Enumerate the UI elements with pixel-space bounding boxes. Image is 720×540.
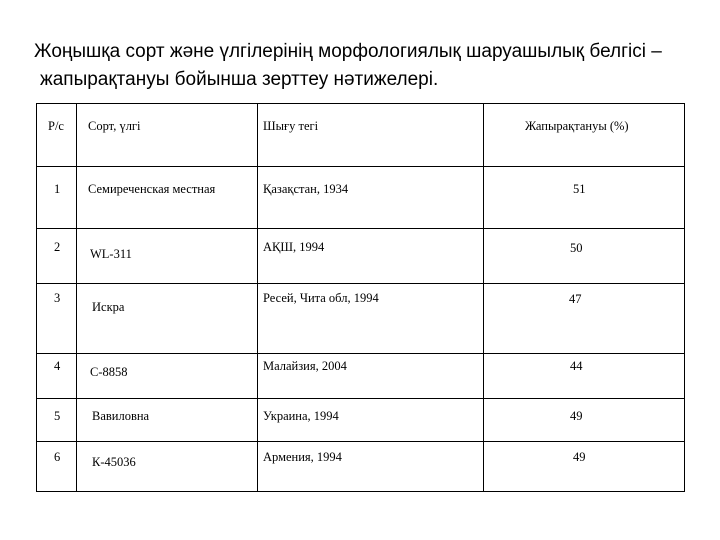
cell-text: С-8858 bbox=[90, 365, 128, 379]
cell-text: Малайзия, 2004 bbox=[263, 359, 347, 373]
cell-text: Сорт, үлгі bbox=[88, 119, 141, 133]
title-line-2: жапырақтануы бойынша зерттеу нәтижелері. bbox=[40, 69, 439, 90]
table-cell bbox=[37, 229, 77, 284]
cell-text: 50 bbox=[570, 241, 583, 255]
table-cell bbox=[37, 399, 77, 442]
cell-text: Жапырақтануы (%) bbox=[525, 119, 629, 133]
table-row bbox=[37, 442, 685, 492]
results-table bbox=[36, 103, 685, 492]
title-line-1: Жоңышқа сорт және үлгілерінің морфологиялық шаруашылық белгісі – bbox=[34, 41, 662, 62]
header-cell bbox=[37, 104, 77, 167]
cell-text: 5 bbox=[54, 409, 61, 423]
header-cell bbox=[484, 104, 685, 167]
cell-text: К-45036 bbox=[92, 455, 136, 469]
table-cell bbox=[258, 284, 484, 354]
cell-text: 2 bbox=[54, 240, 61, 254]
table-header-row bbox=[37, 104, 685, 167]
table-cell bbox=[484, 229, 685, 284]
cell-text: 47 bbox=[569, 292, 582, 306]
table-cell bbox=[37, 167, 77, 229]
header-cell bbox=[77, 104, 258, 167]
table-cell bbox=[77, 284, 258, 354]
cell-text: Армения, 1994 bbox=[263, 450, 342, 464]
table-cell bbox=[258, 229, 484, 284]
cell-text: Ресей, Чита обл, 1994 bbox=[263, 291, 379, 305]
cell-text: Р/с bbox=[48, 119, 64, 133]
cell-text: 4 bbox=[54, 359, 61, 373]
table-row bbox=[37, 354, 685, 399]
table-row bbox=[37, 229, 685, 284]
table-cell bbox=[77, 229, 258, 284]
cell-text: Вавиловна bbox=[92, 409, 150, 423]
cell-text: 49 bbox=[573, 450, 586, 464]
table-cell bbox=[258, 442, 484, 492]
table-row bbox=[37, 284, 685, 354]
table-cell bbox=[77, 442, 258, 492]
cell-text: Қазақстан, 1934 bbox=[263, 182, 349, 196]
cell-text: Шығу тегі bbox=[263, 119, 319, 133]
table-cell bbox=[484, 399, 685, 442]
cell-text: Искра bbox=[92, 300, 125, 314]
table-cell bbox=[37, 442, 77, 492]
table-cell bbox=[484, 284, 685, 354]
header-cell bbox=[258, 104, 484, 167]
table-row bbox=[37, 399, 685, 442]
table-cell bbox=[484, 354, 685, 399]
table-cell bbox=[77, 167, 258, 229]
table-cell bbox=[77, 354, 258, 399]
cell-text: Украина, 1994 bbox=[263, 409, 339, 423]
table-cell bbox=[484, 167, 685, 229]
table-cell bbox=[77, 399, 258, 442]
cell-text: 44 bbox=[570, 359, 583, 373]
table-cell bbox=[258, 399, 484, 442]
cell-text: 1 bbox=[54, 182, 61, 196]
cell-text: 49 bbox=[570, 409, 583, 423]
table-cell bbox=[258, 354, 484, 399]
page-title bbox=[34, 38, 718, 94]
cell-text: АҚШ, 1994 bbox=[263, 240, 325, 254]
cell-text: Семиреченская местная bbox=[88, 182, 216, 196]
cell-text: 51 bbox=[573, 182, 586, 196]
table-cell bbox=[484, 442, 685, 492]
table-cell bbox=[258, 167, 484, 229]
table-row bbox=[37, 167, 685, 229]
table-cell bbox=[37, 284, 77, 354]
cell-text: 3 bbox=[54, 291, 61, 305]
cell-text: 6 bbox=[54, 450, 61, 464]
cell-text: WL-311 bbox=[90, 247, 132, 261]
table-cell bbox=[37, 354, 77, 399]
